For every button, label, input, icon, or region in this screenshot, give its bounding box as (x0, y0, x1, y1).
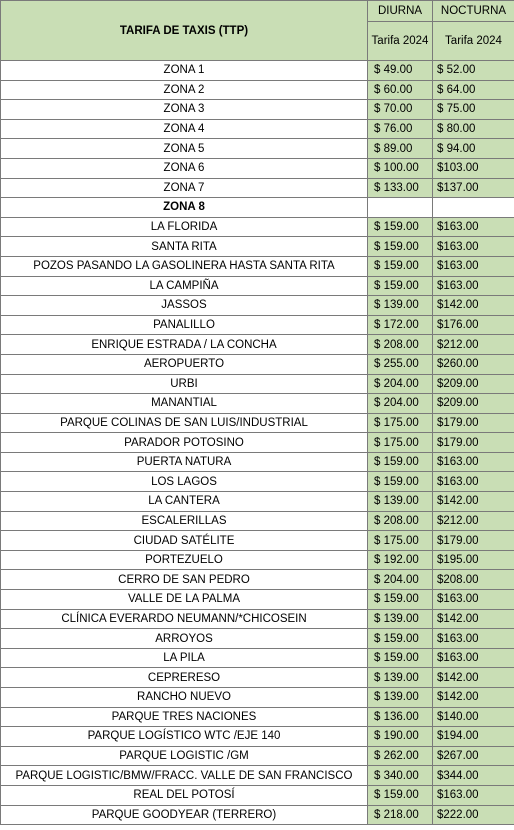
day-fare-cell: $ 139.00 (368, 296, 433, 316)
destination-cell: PARQUE COLINAS DE SAN LUIS/INDUSTRIAL (1, 413, 368, 433)
night-fare-cell: $163.00 (433, 217, 514, 237)
night-fare-cell: $163.00 (433, 648, 514, 668)
destination-cell: PARQUE LOGISTIC /GM (1, 746, 368, 766)
destination-cell: PANALILLO (1, 315, 368, 335)
night-fare-cell: $212.00 (433, 511, 514, 531)
table-row (1, 276, 514, 296)
day-fare-cell: $ 218.00 (368, 805, 433, 825)
table-row (1, 707, 514, 727)
table-row (1, 354, 514, 374)
destination-cell: JASSOS (1, 296, 368, 316)
night-fare-cell: $142.00 (433, 668, 514, 688)
night-fare-cell: $163.00 (433, 629, 514, 649)
table-row (1, 100, 514, 120)
day-fare-cell: $ 172.00 (368, 315, 433, 335)
night-column-header: NOCTURNA (433, 1, 514, 22)
night-fare-cell: $163.00 (433, 452, 514, 472)
table-row (1, 590, 514, 610)
destination-cell: AEROPUERTO (1, 354, 368, 374)
table-row (1, 688, 514, 708)
table-row (1, 727, 514, 747)
night-fare-cell: $137.00 (433, 178, 514, 198)
night-fare-cell: $179.00 (433, 433, 514, 453)
night-fare-cell: $ 52.00 (433, 61, 514, 81)
destination-cell: ZONA 2 (1, 80, 368, 100)
night-fare-cell: $163.00 (433, 590, 514, 610)
destination-cell: ZONA 7 (1, 178, 368, 198)
day-fare-cell: $ 159.00 (368, 590, 433, 610)
destination-cell: CLÍNICA EVERARDO NEUMANN/*CHICOSEIN (1, 609, 368, 629)
table-row (1, 805, 514, 825)
day-rate-subheader: Tarifa 2024 (368, 22, 433, 61)
day-fare-cell: $ 204.00 (368, 394, 433, 414)
table-row (1, 198, 514, 218)
table-row (1, 629, 514, 649)
destination-cell: PARQUE TRES NACIONES (1, 707, 368, 727)
night-fare-cell: $195.00 (433, 550, 514, 570)
destination-cell: SANTA RITA (1, 237, 368, 257)
destination-cell: REAL DEL POTOSÍ (1, 785, 368, 805)
night-fare-cell: $142.00 (433, 688, 514, 708)
night-fare-cell: $212.00 (433, 335, 514, 355)
day-fare-cell: $ 159.00 (368, 217, 433, 237)
day-fare-cell: $ 100.00 (368, 158, 433, 178)
night-fare-cell: $179.00 (433, 531, 514, 551)
day-fare-cell: $ 139.00 (368, 609, 433, 629)
destination-cell: LA CANTERA (1, 492, 368, 512)
day-fare-cell: $ 175.00 (368, 531, 433, 551)
destination-cell: LA CAMPIÑA (1, 276, 368, 296)
night-fare-cell: $267.00 (433, 746, 514, 766)
night-fare-cell: $163.00 (433, 276, 514, 296)
day-fare-cell: $ 159.00 (368, 785, 433, 805)
destination-cell: LA PILA (1, 648, 368, 668)
table-row (1, 570, 514, 590)
day-fare-cell: $ 159.00 (368, 237, 433, 257)
day-fare-cell: $ 139.00 (368, 688, 433, 708)
day-fare-cell: $ 60.00 (368, 80, 433, 100)
table-row (1, 256, 514, 276)
table-row (1, 550, 514, 570)
table-row (1, 315, 514, 335)
night-fare-cell: $ 75.00 (433, 100, 514, 120)
night-fare-cell: $163.00 (433, 237, 514, 257)
table-row (1, 668, 514, 688)
day-fare-cell: $ 76.00 (368, 119, 433, 139)
day-fare-cell: $ 190.00 (368, 727, 433, 747)
destination-cell: RANCHO NUEVO (1, 688, 368, 708)
table-row (1, 139, 514, 159)
destination-cell: ZONA 6 (1, 158, 368, 178)
night-fare-cell: $103.00 (433, 158, 514, 178)
night-fare-cell: $209.00 (433, 374, 514, 394)
night-fare-cell: $194.00 (433, 727, 514, 747)
table-title: TARIFA DE TAXIS (TTP) (1, 1, 368, 61)
day-fare-cell: $ 192.00 (368, 550, 433, 570)
table-row (1, 296, 514, 316)
night-fare-cell: $ 64.00 (433, 80, 514, 100)
day-fare-cell: $ 159.00 (368, 452, 433, 472)
table-row (1, 237, 514, 257)
night-fare-cell: $208.00 (433, 570, 514, 590)
day-fare-cell: $ 262.00 (368, 746, 433, 766)
day-fare-cell: $ 204.00 (368, 570, 433, 590)
day-fare-cell: $ 139.00 (368, 668, 433, 688)
table-row (1, 413, 514, 433)
day-fare-cell: $ 208.00 (368, 511, 433, 531)
table-row (1, 217, 514, 237)
day-fare-cell: $ 89.00 (368, 139, 433, 159)
destination-cell: PARQUE LOGISTIC/BMW/FRACC. VALLE DE SAN FRANCISCO (1, 766, 368, 786)
day-fare-cell: $ 159.00 (368, 276, 433, 296)
table-row (1, 648, 514, 668)
destination-cell: ZONA 1 (1, 61, 368, 81)
table-row (1, 374, 514, 394)
table-row (1, 766, 514, 786)
table-row (1, 119, 514, 139)
destination-cell: LOS LAGOS (1, 472, 368, 492)
destination-cell: ZONA 3 (1, 100, 368, 120)
night-fare-cell: $209.00 (433, 394, 514, 414)
night-fare-cell: $260.00 (433, 354, 514, 374)
table-row (1, 158, 514, 178)
night-fare-cell: $140.00 (433, 707, 514, 727)
day-column-header: DIURNA (368, 1, 433, 22)
table-row (1, 531, 514, 551)
table-row (1, 61, 514, 81)
day-fare-cell: $ 159.00 (368, 629, 433, 649)
day-fare-cell: $ 70.00 (368, 100, 433, 120)
day-fare-cell: $ 139.00 (368, 492, 433, 512)
destination-cell: POZOS PASANDO LA GASOLINERA HASTA SANTA RITA (1, 256, 368, 276)
table-header (1, 1, 514, 61)
table-row (1, 80, 514, 100)
night-fare-cell: $163.00 (433, 785, 514, 805)
table-row (1, 511, 514, 531)
table-row (1, 785, 514, 805)
night-fare-cell: $142.00 (433, 492, 514, 512)
night-fare-cell: $176.00 (433, 315, 514, 335)
destination-cell: PUERTA NATURA (1, 452, 368, 472)
destination-cell: PARQUE GOODYEAR (TERRERO) (1, 805, 368, 825)
day-fare-cell: $ 208.00 (368, 335, 433, 355)
day-fare-cell (368, 198, 433, 218)
table-row (1, 492, 514, 512)
destination-cell: ARROYOS (1, 629, 368, 649)
table-row (1, 433, 514, 453)
night-fare-cell: $ 80.00 (433, 119, 514, 139)
day-fare-cell: $ 204.00 (368, 374, 433, 394)
destination-cell: ENRIQUE ESTRADA / LA CONCHA (1, 335, 368, 355)
destination-cell: ZONA 8 (1, 198, 368, 218)
destination-cell: ESCALERILLAS (1, 511, 368, 531)
destination-cell: CERRO DE SAN PEDRO (1, 570, 368, 590)
table-body (1, 61, 514, 825)
night-fare-cell: $222.00 (433, 805, 514, 825)
day-fare-cell: $ 159.00 (368, 256, 433, 276)
night-fare-cell: $ 94.00 (433, 139, 514, 159)
table-row (1, 178, 514, 198)
destination-cell: ZONA 5 (1, 139, 368, 159)
day-fare-cell: $ 159.00 (368, 472, 433, 492)
destination-cell: LA FLORIDA (1, 217, 368, 237)
table-row (1, 452, 514, 472)
table-row (1, 609, 514, 629)
night-rate-subheader: Tarifa 2024 (433, 22, 514, 61)
day-fare-cell: $ 175.00 (368, 413, 433, 433)
table-row (1, 472, 514, 492)
night-fare-cell: $163.00 (433, 472, 514, 492)
destination-cell: CEPRERESO (1, 668, 368, 688)
destination-cell: MANANTIAL (1, 394, 368, 414)
night-fare-cell: $344.00 (433, 766, 514, 786)
day-fare-cell: $ 340.00 (368, 766, 433, 786)
destination-cell: PARADOR POTOSINO (1, 433, 368, 453)
table-row (1, 746, 514, 766)
night-fare-cell (433, 198, 514, 218)
destination-cell: PARQUE LOGÍSTICO WTC /EJE 140 (1, 727, 368, 747)
day-fare-cell: $ 49.00 (368, 61, 433, 81)
table-row (1, 335, 514, 355)
destination-cell: URBI (1, 374, 368, 394)
night-fare-cell: $142.00 (433, 296, 514, 316)
destination-cell: VALLE DE LA PALMA (1, 590, 368, 610)
destination-cell: ZONA 4 (1, 119, 368, 139)
destination-cell: PORTEZUELO (1, 550, 368, 570)
day-fare-cell: $ 159.00 (368, 648, 433, 668)
day-fare-cell: $ 133.00 (368, 178, 433, 198)
night-fare-cell: $163.00 (433, 256, 514, 276)
night-fare-cell: $179.00 (433, 413, 514, 433)
day-fare-cell: $ 175.00 (368, 433, 433, 453)
day-fare-cell: $ 255.00 (368, 354, 433, 374)
day-fare-cell: $ 136.00 (368, 707, 433, 727)
destination-cell: CIUDAD SATÉLITE (1, 531, 368, 551)
table-row (1, 394, 514, 414)
night-fare-cell: $142.00 (433, 609, 514, 629)
